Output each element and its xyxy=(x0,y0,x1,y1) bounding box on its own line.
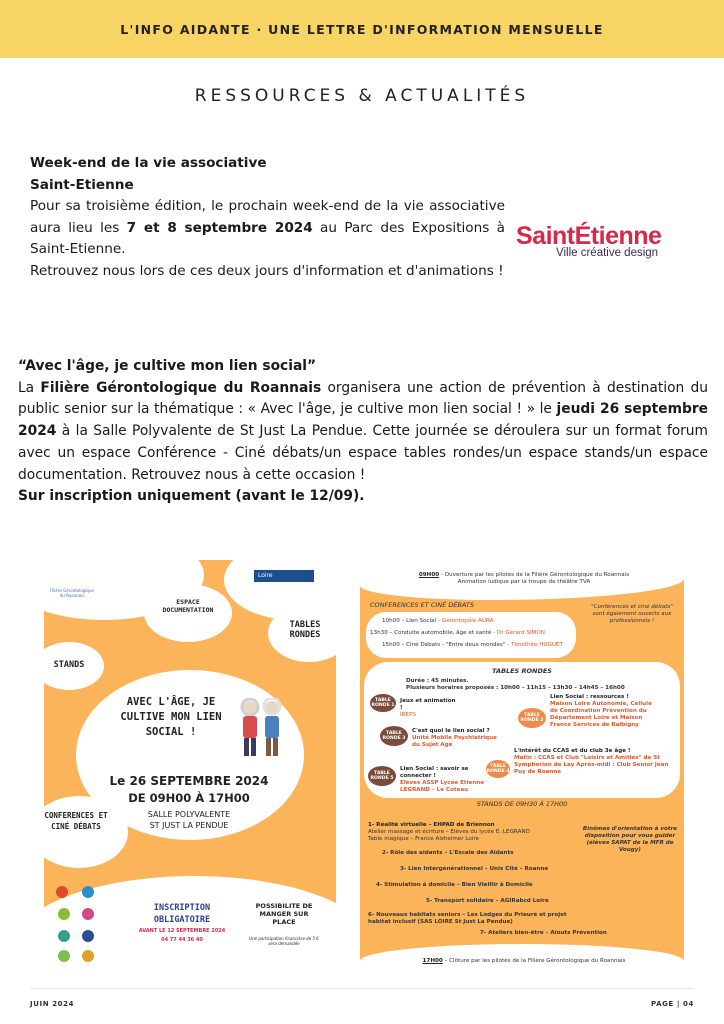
tables-title: TABLES RONDES xyxy=(492,667,552,675)
seniors-illustration xyxy=(234,698,290,760)
espace-documentation: ESPACE DOCUMENTATION xyxy=(162,598,214,614)
event1-paragraph: Pour sa troisième édition, le prochain week-end de la vie associative aura lieu les 7 et 8 septembre 2024 au Parc des Expositions à Saint-Etienne. xyxy=(30,198,505,258)
event1-title: Week-end de la vie associative xyxy=(30,155,267,171)
footer-divider xyxy=(30,988,694,989)
event-associative xyxy=(30,153,505,283)
tables-duration: Durée : 45 minutes. xyxy=(406,678,469,684)
table-ronde-4: TABLE RONDE 4 xyxy=(486,760,510,778)
opening-text: 09H00 - Ouverture par les pilotes de la Filière Gérontologique du Roannais xyxy=(418,572,630,578)
conf-title: CONFERENCES ET CINÉ DÉBATS xyxy=(370,601,474,609)
poster-date: Le 26 SEPTEMBRE 2024 xyxy=(109,774,269,788)
stands-title: STANDS DE 09H30 À 17H00 xyxy=(476,800,568,808)
meal-label: POSSIBILITE DE MANGER SUR PLACE xyxy=(255,902,313,926)
stand-7: 7- Ateliers bien-être – Aïouts Prévention xyxy=(480,930,607,936)
banner-text: L'INFO AIDANTE · UNE LETTRE D'INFORMATION MENSUELLE xyxy=(120,21,604,37)
event1-paragraph2: Retrouvez nous lors de ces deux jours d'information et d'animations ! xyxy=(30,262,504,279)
partner-logo: Loire xyxy=(254,570,314,582)
tr5-text: Lien Social : savoir se connecter ! Elèves ASSP Lycée Etienne LEGRAND – Le Coteau xyxy=(400,766,485,793)
event1-subtitle: Saint-Etienne xyxy=(30,176,134,193)
event2-paragraph: La Filière Gérontologique du Roannais organisera une action de prévention à destination du public senior sur la thématique : « Avec l'âge, je cultive mon lien social ! » le jeudi 26 septembre 2024 à la Salle Polyvalente de St Just La Pendue. Cette journée se déroulera sur un format forum avec un espace Conférence - Ciné débats/un espace tables rondes/un espace stands/un espace documentation. Retrouvez nous à cette occasion ! xyxy=(18,379,709,483)
meal-note: Une participation financière de 5 € sera demandée xyxy=(249,936,319,946)
opening-text-2: Animation ludique par la troupe de théâtre TVA xyxy=(457,579,591,585)
stand-6: 6- Nouveaux habitats seniors – Les Lodges du Prieuré et projet habitat inclusif (SAS LOIRE St Just La Pendue) xyxy=(368,912,567,925)
poster-venue: SALLE POLYVALENTE xyxy=(147,810,231,819)
footer-date: JUIN 2024 xyxy=(30,1000,75,1008)
poster-org: Filière Gérontologique du Roannais xyxy=(50,588,94,598)
table-ronde-3: TABLE RONDE 3 xyxy=(380,726,408,746)
poster-left xyxy=(44,560,336,976)
stand-1: 1- Réalité virtuelle – EHPAD de Briennon Atelier massage et écriture – Elèves du lycée E. LEGRAND Table magique – France Alzheimer Loire xyxy=(368,822,530,842)
table-ronde-5: TABLE RONDE 5 xyxy=(368,766,396,786)
conf-2: 13h30 – Conduite automobile, âge et santé - Dr Gérard SIMON xyxy=(370,630,545,636)
conf-note: "Conférences et ciné débats" sont également ouverts aux professionnels ! xyxy=(591,604,673,624)
stand-5: 5- Transport solidaire – AGIRabcd Loire xyxy=(426,898,549,904)
conf-1: 10h00 – Lien Social - Gérontopôle AURA xyxy=(382,618,494,624)
saint-etienne-logo: SaintÉtienne Ville créative design xyxy=(516,222,662,259)
stands-note: Binômes d'orientation à votre disposition pour vous guider (élèves SAPAT de la MFR de Vougy) xyxy=(582,826,678,853)
tables-rondes: TABLES RONDES xyxy=(289,620,321,640)
poster-right xyxy=(360,564,684,978)
tr1-text: Jeux et animation ! IREPS xyxy=(400,698,456,718)
inscription-phone: 04 77 44 36 40 xyxy=(161,937,203,943)
tr4-text: L'intérêt du CCAS et du club 3e âge ! Matin : CCAS et Club "Loisirs et Amitiés" de St Symphorien de Lay Après-midi : Club Senior Jean Puy de Roanne xyxy=(514,748,669,775)
poster-venue2: ST JUST LA PENDUE xyxy=(149,821,229,830)
poster-headline: AVEC L'ÂGE, JE CULTIVE MON LIEN SOCIAL ! xyxy=(120,696,222,738)
stand-3: 3- Lien Intergénérationnel – Unis Cité – Roanne xyxy=(400,866,549,872)
section-title: RESSOURCES & ACTUALITÉS xyxy=(194,86,530,106)
conf-3: 15h00 – Ciné Débats - "Entre deux mondes" - Timothée HUGUET xyxy=(382,642,563,648)
stand-2: 2- Rôle des aidants – L'Escale des Aidants xyxy=(382,850,514,856)
event2-title: “Avec l'âge, je cultive mon lien social” xyxy=(18,358,317,374)
table-ronde-2: TABLE RONDE 2 xyxy=(518,708,546,728)
stands-label: STANDS xyxy=(53,660,85,670)
conferences-label: CONFERENCES ET CINÉ DÉBATS xyxy=(44,811,108,831)
partner-logos xyxy=(52,884,108,968)
footer-page: PAGE | 04 xyxy=(650,1000,694,1008)
event-lien-social xyxy=(18,356,708,508)
inscription-label: INSCRIPTION OBLIGATOIRE xyxy=(153,903,211,925)
inscription-date: AVANT LE 12 SEPTEMBRE 2024 xyxy=(138,928,226,934)
tables-hours: Plusieurs horaires proposés : 10h00 – 11h15 – 13h30 – 14h45 – 16h00 xyxy=(406,685,625,691)
poster-hours: DE 09H00 À 17H00 xyxy=(128,791,250,805)
closing-text: 17H00 – Clôture par les pilotes de la Filière Gérontologique du Roannais xyxy=(422,958,626,964)
event2-registration: Sur inscription uniquement (avant le 12/09). xyxy=(18,488,365,505)
header-banner xyxy=(0,0,724,58)
tr2-text: Lien Social : ressources ! Maison Loire Autonomie, Cellule de Coordination Prévention du Département Loire et Maison France Services de Balbigny xyxy=(550,694,652,728)
table-ronde-1: TABLE RONDE 1 xyxy=(370,694,396,712)
tr3-text: C'est quoi le lien social ? Unité Mobile Psychiatrique du Sujet Agé xyxy=(412,728,497,748)
stand-4: 4- Stimulation à domicile – Bien Vieillir à Domicile xyxy=(376,882,533,888)
